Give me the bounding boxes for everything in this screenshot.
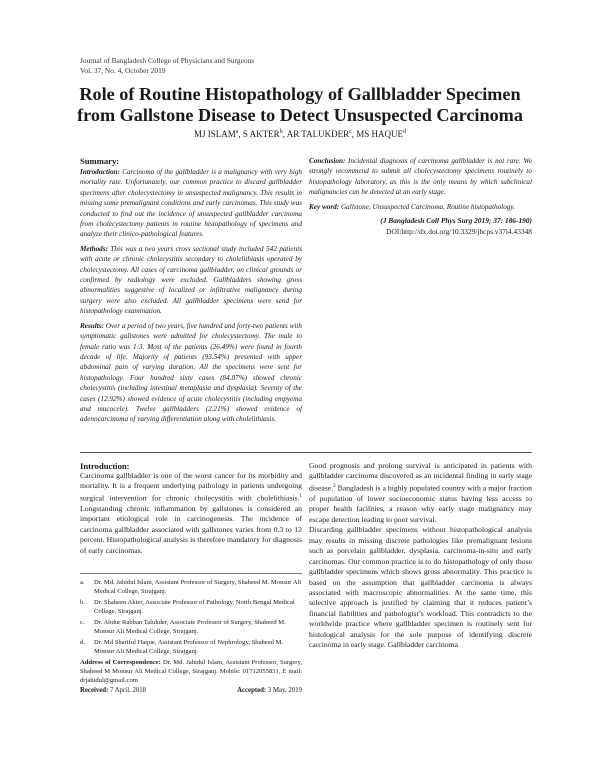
footnote-text: Dr. Md Shariful Haque, Assistant Professor of Nephrology, Shaheed M. Monsur Ali Medical College, Sirajganj. (94, 639, 284, 655)
author-affil: b (279, 129, 283, 135)
author-name: AR TALUKDER (286, 129, 350, 139)
accepted-date (237, 687, 302, 694)
intro-text-a: Carcinoma gallbladder is one of the worst cancer for its morbidity and mortality. It is a frequent underlying pathology in patients undergoing surgical intervention for chronic cholecystitis with cholelithiasis. (80, 471, 302, 503)
section-divider (80, 452, 532, 453)
intro-paragraph-3: Discarding gallbladder specimens without histopathological analysis may results in missing discrete pathologies like premalignant lesions such as porcelain gallbladder, dysplasia, carcinoma-in-situ and early carcinomas. Our common practice is to do histopathology of only those gallbladder specimens which shows gross abnormality. This practice is based on the assumption that gallbladder carcinoma is always associated with macroscopic abnormalities. At the same time, this selective approach is justified by claiming that it reduces patient’s financial liabilities and pathologist’s workload. This contradicts to the worldwide practice where gallbladder specimen is routinely sent for histological analysis for the sole purpose of identifying discrete carcinoma in early stage. Gallbladder carcinoma (309, 525, 532, 650)
accepted-label: Accepted: (237, 687, 267, 694)
keywords-text: Gallstone, Unsuspected Carcinoma, Routine histopathology. (340, 202, 515, 211)
author-affil: a (235, 129, 239, 135)
correspondence-address (80, 658, 302, 685)
footnote-divider (80, 573, 302, 574)
abstract-methods-text: This was a two years cross sectional study included 542 patients with acute or chronic cholecystitis secondary to cholelithiasis operated by cholecystectomy. All cases of carcinoma gallbladder, on clinical grounds or confirmed by radiology were excluded. Gallbladders showing gross abnormalities suggestive of localized or infiltrative malignancy during surgery were also excluded. All gallbladder specimens were send for histopathology examination. (80, 244, 303, 316)
abstract-conclusion (309, 156, 532, 198)
author-name: S AKTER (242, 129, 280, 139)
author-name: MJ ISLAM (193, 129, 236, 139)
affiliation-footnotes (80, 578, 302, 694)
received-value: 7 April, 2018 (108, 687, 147, 694)
footnote-label: b. (80, 599, 85, 606)
keywords-label: Key word: (309, 202, 340, 211)
correspondence-label: Address of Correspondence: (80, 659, 161, 666)
abstract-left-column (80, 156, 302, 429)
footnote-text: Dr. Shaheen Akter, Associate Professor of Pathology, North Bengal Medical College, Sirajganj. (94, 599, 295, 615)
abstract-results (80, 321, 302, 425)
summary-heading: Summary: (80, 156, 120, 166)
footnote (80, 578, 302, 596)
footnote (80, 598, 302, 616)
intro-text-d: Bangladesh is a highly populated country with a major fraction of population of lower socioeconomic status having less access to proper health facilities, a reason why early stage malignancy may escape detection leading to poor survival. (309, 483, 532, 524)
reference-marker: 1 (299, 493, 302, 499)
paper-title: Role of Routine Histopathology of Gallbladder Specimen from Gallstone Disease to Detect Unsuspected Carcinoma (77, 84, 523, 125)
abstract-conclusion-text: Incidental diagnosis of carcinoma gallbladder is not rare. We strongly recommend to submit all cholecystectomy specimens routinely to histopathology laboratory, as this is the only means by which subclinical malignancies can be detected at an early stage. (309, 157, 533, 197)
submission-dates (80, 687, 302, 694)
abstract-keywords (309, 202, 532, 212)
received-date (80, 687, 146, 694)
reference-marker: 2 (333, 483, 336, 489)
correspondence-text: Dr. Md. Jahidul Islam, Assistant Professor, Surgery, Shaheed M Monsur Ali Medical College, Sirajganj. Mobile: 01712055831, E mail: drjahidul@gmail.com (80, 659, 302, 684)
abstract-intro-label: Introduction: (80, 168, 120, 176)
intro-text-c: Good prognosis and prolong survival is anticipated in patients with gallbladder carcinoma discovered as an incidental finding in early stage disease. (309, 461, 532, 493)
abstract-conclusion-label: Conclusion: (309, 157, 346, 165)
footnote (80, 638, 302, 656)
doi-link[interactable]: DOI:http://dx.doi.org/10.3329/jbcps.v37i4.43348 (386, 226, 532, 236)
intro-paragraph-1 (80, 471, 302, 556)
intro-paragraph-2 (309, 461, 532, 525)
author-name: MS HAQUE (356, 129, 404, 139)
footnote-label: c. (80, 619, 85, 626)
footnote-text: Dr. Md. Jahidul Islam, Assistant Professor of Surgery, Shaheed M. Monsur Ali Medical College, Sirajganj. (94, 579, 302, 595)
body-right-column (309, 461, 532, 651)
body-left-column (80, 471, 302, 556)
abstract-methods-label: Methods: (80, 244, 108, 253)
intro-text-b: Longstanding chronic inflammation by gallstones is considered an important etiological role in carcinogenesis. The incidence of carcinoma gallbladder associated with gallstones varies from 0.3 to 12 percent. Histopathological analysis is therefore mandatory for diagnosis of early carcinomas. (80, 503, 302, 555)
journal-volume: Vol. 37, No. 4, October 2019 (80, 66, 166, 75)
abstract-introduction (80, 167, 302, 240)
citation: (J Bangladesh Coll Phys Surg 2019; 37: 186-190) (380, 216, 532, 226)
author-affil: c (349, 129, 352, 135)
abstract-right-column (309, 156, 532, 237)
accepted-value: 3 May, 2019 (266, 687, 302, 694)
footnote-label: d. (80, 639, 85, 646)
footnote-label: a. (80, 579, 85, 586)
footnote-text: Dr. Abdur Rabban Talukder, Associate Professor of Surgery, Shaheed M. Monsur Ali Medical College, Sirajganj. (94, 619, 286, 635)
author-list: MJ ISLAM$^a$, S AKTER$^b$, AR TALUKDER$^c$, MS HAQUE$^d$ (193, 129, 407, 139)
abstract-intro-text: Carcinoma of the gallbladder is a malignancy with very high mortality rate. Unfortunately, our common practice to discard gallbladder specimens after cholecystectomy in unsuspected malignancy. This results in missing some premalignant conditions and early carcinomas. This study was conducted to find out the incidence of unsuspected gallbladder carcinoma from cholecystectomy patients in routine histopathology of specimens and analyze their clinico-pathological features. (80, 168, 303, 239)
footnote (80, 618, 302, 636)
introduction-heading: Introduction: (80, 461, 130, 471)
received-label: Received: (80, 687, 109, 694)
journal-header (80, 56, 254, 76)
author-affil: d (403, 129, 407, 135)
abstract-results-text: Over a period of two years, five hundred and forty-two patients with symptomatic gallstones were admitted for cholecystectomy. The male to female ratio was 1:3. Most of the patients (26.49%) were found in fourth decade of life. Majority of patients (93.54%) presented with upper abdominal pain of varying duration. All the specimens were sent for histopathology. Four hundred sixty cases (84.87%) showed chronic cholecystitis (including intestinal metaplasia and dysplasia). Seventy of the cases (12.92%) showed evidence of acute cholecystitis (including empyema and mucocele). Twelve gallbladders (2.21%) showed evidence of adenocarcinoma of varying differentiation along with cholelithiasis. (80, 321, 303, 424)
abstract-results-label: Results: (80, 321, 104, 330)
abstract-methods (80, 244, 302, 317)
journal-name: Journal of Bangladesh College of Physicians and Surgeons (80, 56, 255, 65)
